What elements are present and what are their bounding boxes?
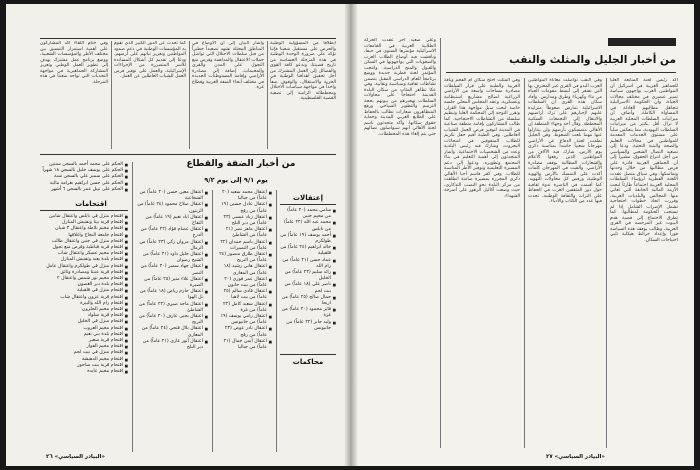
list-item: ■ اقتحام منزل في الخليل: [40, 319, 128, 325]
list-item: ■ الحكم على محمد أحمد بالسجن سنتين: [40, 162, 128, 168]
list-item: ■ اقتحام مخيم الدهيشة: [40, 357, 128, 363]
list-item: ■ اقتحام بلدة بني نعيم: [40, 332, 128, 338]
list-item: ■ اعتقال فادي سالم (٢٥ عاماً) من بيت لاهيا: [216, 289, 272, 301]
list-item: ■ اعتقال محمد سعيد (٢٠ عاماً) من جباليا: [216, 190, 272, 202]
page-headline: من أخبار الجليل والمثلث والنقب: [509, 54, 676, 66]
list-item: ■ اعتقال مروان زكي (٢٣ عاماً) من الرمال: [136, 240, 208, 252]
list-item: ■ اقتحام قرية بيت ساحور: [40, 363, 128, 369]
list-item: ■ اقتحام مخيم نور شمس واعتقال ٢: [40, 276, 128, 282]
column-divider: [132, 162, 133, 452]
list-item: ■ اعتقال بلال فتحي (٢٤ عاماً) من المغازي: [136, 326, 208, 338]
column-divider: [189, 41, 190, 149]
list-item: ■ اعتقال خليل داود (٢١ عاماً) من الشيخ رضوان: [136, 252, 208, 264]
box-rule: [280, 204, 336, 205]
list-item: ■ اقتحام قرية عزون واعتقال شاب: [40, 295, 128, 301]
arrests-title: إعتقالات: [293, 194, 323, 202]
list-item: ■ اعتقال ماجد صبري (٢٢ عاماً) من الشاطئ: [136, 302, 208, 314]
column-divider: [212, 190, 213, 452]
left-column-list-top: [40, 162, 128, 193]
list-item: ■ اقتحام منزل في قلقيلية: [40, 288, 128, 294]
article-column-1: انطلاقاً من المسؤولية الوطنية والحرص على مستقبل شعبنا فإننا نؤكد على ضرورة الوحدة الوطنية في هذه المرحلة الحساسة من تاريخ قضيتنا، وندعو كافة القوى والفصائل إلى العمل المشترك من أجل تحقيق أهدافنا الوطنية في الحرية والاستقلال، والوقوف صفاً واحداً في مواجهة سياسات الاحتلال ومخططاته الرامية إلى تصفية القضية الفلسطينية.: [270, 41, 336, 101]
list-item: ■ اعتقال طارق منصور (٢٤ عاماً) من البريج: [216, 252, 272, 264]
list-item: ■ خالد ابراهيم (٢٤ عاماً) من قلقيلية: [280, 245, 336, 257]
list-item: ■ ناصر علي (١٨ عاماً) من بيت لحم: [280, 282, 336, 294]
middle-list-right: [216, 190, 272, 351]
list-item: ■ اعتقال حازم رياض (١٨ عاماً) من تل الهوا: [136, 289, 208, 301]
list-item: ■ رائد سليم (٢٣ عاماً) من الخليل: [280, 270, 336, 282]
list-item: ■ اعتقال اياد نعيم (١٩ عاماً) من التفاح: [136, 215, 208, 227]
left-page-footer: «البيادر السياسي» ٢٦: [46, 454, 105, 460]
raids-title: اقتحامات: [75, 200, 107, 208]
list-item: ■ اقتحام مخيم عسكر واعتقال شاب: [40, 251, 128, 257]
list-item: ■ اعتقال زياد عيسى (٢٣ عاماً) من دير البلح: [216, 215, 272, 227]
list-item: ■ اعتقال نادر عوض (٢٣ عاماً) من رفح: [216, 326, 272, 338]
article-column-3: وفي المثلث احتج سكان أم الفحم وباقة الغربية والطيبة على قرار السلطات مصادرة مساحات واسعة من الأراضي الزراعية لصالح مشاريع استيطانية وعسكرية. وعقد المجلس المحلي جلسة خاصة لبحث سبل مواجهة هذا القرار، وتقرر التوجه إلى المحكمة العليا وتنظيم سلسلة من النشاطات الاحتجاجية. كما طالب المشاركون بإقامة منطقة صناعية في المدينة لتوفير فرص العمل للشباب العاطلين. وفي الطيبة أقيم حفل تكريم للطلاب المتفوقين في امتحانات البجروت، وشارك فيه رئيس البلدية وعدد من الشخصيات الاجتماعية. وأشار المتحدثون إلى أهمية التعليم في بناء المجتمع وتطويره، ودعوا إلى دعم المسيرة التعليمية وتوفير الأطر المناسبة للطلاب. وفي كفر قاسم أحيا الأهالي ذكرى المجزرة بمسيرة صامتة انطلقت من مركز البلدة نحو النصب التذكاري، حيث وضعت أكاليل الزهور على أضرحة الشهداء.: [444, 78, 520, 199]
list-item: ■ اقتحام قرية قباطية وفرض منع تجول: [40, 245, 128, 251]
column-divider: [606, 78, 607, 448]
list-item: ■ الحكم على سمير علي بالسجن سنة: [40, 174, 128, 180]
column-divider: [440, 38, 441, 448]
list-item: ■ اقتحام منزل في جنين واعتقال طالب: [40, 239, 128, 245]
list-item: ■ اعتقال عادل حسين (١٩ عاماً) من رفح: [216, 202, 272, 214]
list-item: ■ اعتقال رامي يوسف (١٩ عاماً) من خانيونس: [216, 314, 272, 326]
list-item: ■ اقتحام مخيم الفوار: [40, 344, 128, 350]
section-rule: [40, 154, 336, 155]
list-item: ■ اعتقال عصام فؤاد (٢٢ عاماً) من الدرج: [136, 227, 208, 239]
article-column-3: كما تحدث عن الدور الكبير الذي تقوم به المؤسسات الوطنية في دعم صمود المواطنين وتعزيز ثباتهم على أرضهم، ودعا إلى تقديم كل أشكال المساندة للأسر المتضررة من الإجراءات الإسرائيلية، والعمل على توفير فرص العمل للشباب العاطلين عن العمل.: [114, 41, 186, 79]
list-item: ■ اعتقال باسم حمدان (٢٢ عاماً) من النصيرات: [216, 240, 272, 252]
list-item: ■ اقتحام قرية بيتا وتفتيش المنازل: [40, 220, 128, 226]
list-item: ■ اقتحام بلدة دير الغصون: [40, 282, 128, 288]
list-item: ■ محمد عبد الله (٢٢ عاماً) من نابلس: [280, 220, 336, 232]
list-item: ■ اعتقال ماهر نصر (٢١ عاماً) من الشاطئ: [216, 227, 272, 239]
list-item: ■ الحكم على يوسف خليل بالسجن ١٨ شهراً: [40, 168, 128, 174]
column-divider: [267, 41, 268, 149]
article-column-2: وفي النقب تواصلت معاناة المواطنين العرب البدو في القرى غير المعترف بها التي تفتقر إلى أبسط مقومات الحياة من ماء وكهرباء وطرق ومدارس. وأفاد سكان هذه القرى أن السلطات الاسرائيلية تمارس ضغوطاً متزايدة عليهم لإجبارهم على ترك أراضيهم والانتقال إلى التجمعات السكنية المخططة. وقال أحد وجهاء المنطقة إن الأهالي متمسكون بأرضهم ولن يتنازلوا عنها مهما بلغت الضغوط. وفي الجليل نظمت لجنة الدفاع عن الأراضي مهرجاناً شعبياً حاشداً بمناسبة ذكرى يوم الأرض، شارك فيه الآلاف من المواطنين الذين رفعوا الأعلام والشعارات المطالبة بوقف مصادرة الأراضي. وألقيت في المهرجان كلمات أكدت على التمسك بالأرض والهوية الوطنية، ورفض كل محاولات التهويد. كما أقيمت في الناصرة ندوة ثقافية حول دور المثقفين العرب في الحفاظ على التراث والثقافة الوطنية، تحدث فيها عدد من الكتاب والأدباء.: [528, 78, 602, 204]
article-column-4: وفي ختام اللقاء أكد المشاركون على أهمية استمرار التنسيق بين مختلف الأطر والمؤسسات الشعبية، ووضع برنامج عمل مشترك يهدف إلى تطوير العمل الوطني وتعزيز المشاركة الجماهيرية في مواجهة التحديات التي تواجه شعبنا في هذه المرحلة.: [40, 41, 108, 85]
list-item: ■ اقتحام رام الله والبيرة: [40, 301, 128, 307]
column-divider: [276, 190, 277, 452]
list-item: ■ اقتحام مخيم عايدة: [40, 369, 128, 375]
list-item: ■ جمال صالح (٢٥ عاماً) من اريحا: [280, 295, 336, 307]
list-item: ■ عماد حسن (٢١ عاماً) من رام الله: [280, 258, 336, 270]
list-item: ■ اعتقال أنور غازي (٢١ عاماً) من دير البلح: [136, 339, 208, 351]
article-column-4: وعلى صعيد آخر عقدت الحركة الطلابية العربية في الجامعات الاسرائيلية مؤتمرها السنوي في حيفا، وناقشت فيه أوضاع الطلاب العرب والصعوبات التي يواجهونها في السكن والقبول والمنح الدراسية. وانتخب المؤتمر لجنة قطرية جديدة ووضع برنامجاً للعام الدراسي المقبل يتضمن نشاطات ثقافية وسياسية ونقابية. وفي عكا تظاهر المئات من سكان البلدة القديمة احتجاجاً على محاولات السلطات تهجيرهم من بيوتهم بحجة الترميم والتطوير السياحي. ورفع المتظاهرون شعارات تطالب بالحفاظ على الطابع العربي للمدينة وحماية حقوق سكانها. وأكد متحدثون باسم لجنة الأهالي أنهم سيواصلون نضالهم حتى يتم إلغاء هذه المخططات.: [364, 38, 436, 137]
left-page: [6, 4, 350, 466]
list-item: ■ سامي محمد (٢٠ عاماً) من مخيم جنين: [280, 208, 336, 220]
list-item: ■ اعتقال هاني رشيد (١٨ عاماً) من المغازي: [216, 264, 272, 276]
top-rule: [40, 38, 336, 39]
list-item: ■ اقتحام مخيم العروب: [40, 326, 128, 332]
list-item: ■ اقتحام مخيم بلاطة واعتقال ٣ شبان: [40, 226, 128, 232]
list-item: ■ اعتقال جهاد سمير (٢٠ عاماً) من النصر: [136, 264, 208, 276]
list-item: ■ اعتقال عمر فوزي (٢٠ عاماً) من بيت حانون: [216, 277, 272, 289]
article-column-1: أكد رئيس لجنة المتابعة العليا للجماهير العربية في اسرائيل أن المواطنين العرب يواجهون سياسة تمييز عنصري في مختلف مجالات الحياة، وأن الحكومة الاسرائيلية تتجاهل مطالبهم العادلة في المساواة الكاملة. وأضاف أن ميزانيات السلطات المحلية العربية لا تزال أقل بكثير من ميزانيات السلطات اليهودية، مما ينعكس سلباً على مستوى الخدمات المقدمة للمواطنين في مجالات التعليم والصحة والبنية التحتية. ودعا إلى تصعيد النضال الشعبي والسياسي من أجل انتزاع الحقوق، مشيراً إلى أن الجماهير العربية قادرة على فرض مطالبها من خلال وحدتها وتماسكها. وفي سياق متصل عقدت اللجنة القطرية لرؤساء السلطات المحلية العربية اجتماعاً طارئاً لبحث الأزمة المالية الخانقة التي تعاني منها المجالس والبلديات العربية، وقررت اتخاذ خطوات احتجاجية تشمل الإضراب الشامل إذا لم تستجب الحكومة لمطالبها. كما تطرق الاجتماع إلى قضية هدم البيوت غير المرخصة في القرى العربية، وطالب بوقف هذه السياسة فوراً وإعداد خرائط هيكلية تلبي احتياجات السكان.: [610, 78, 678, 243]
list-item: ■ الحكم على حسن ابراهيم بغرامة مالية: [40, 181, 128, 187]
list-item: ■ اقتحام قرية سعير: [40, 338, 128, 344]
magazine-spread: [6, 4, 694, 466]
box-rule: [40, 210, 128, 211]
list-item: ■ أحمد يوسف (١٩ عاماً) من طولكرم: [280, 233, 336, 245]
list-item: ■ اقتحام مخيم الجلزون: [40, 307, 128, 313]
list-item: ■ اقتحام منزل في نابلس واعتقال شابين: [40, 214, 128, 220]
column-divider: [111, 41, 112, 149]
list-item: ■ اقتحام قرية عنبتا ومصادرة وثائق: [40, 270, 128, 276]
arrests-list: [280, 208, 336, 332]
list-item: ■ فايز محمود (٢٠ عاماً) من غزة: [280, 307, 336, 319]
list-item: ■ وليد جابر (٢٢ عاماً) من خانيونس: [280, 320, 336, 332]
list-item: ■ اقتحام منزل في طولكرم واعتقال عامل: [40, 264, 128, 270]
list-item: ■ اقتحام بلدة يعبد وتفتيش المنازل: [40, 257, 128, 263]
column-divider: [524, 78, 525, 448]
list-item: ■ اقتحام جامعة النجاح واغلاقها: [40, 233, 128, 239]
raids-list: [40, 214, 128, 375]
header-bar: [608, 38, 676, 46]
article-column-2: وأشار البيان إلى أن الأوضاع في المناطق المحتلة تشهد تصعيداً خطيراً من قبل سلطات الاحتلال التي تواصل حملات الاعتقال والمداهمة وفرض منع التجول على المدن والقرى والمخيمات، إضافة إلى مصادرة الأراضي وإقامة المستوطنات الجديدة في مختلف أنحاء الضفة الغربية وقطاع غزة.: [192, 41, 264, 90]
trials-title: محاكمات: [292, 358, 324, 366]
list-item: ■ اعتقال علاء منير (٢٥ عاماً) من الصبرة: [136, 277, 208, 289]
middle-list-left: [136, 190, 208, 351]
page-gutter: [344, 4, 358, 466]
list-item: ■ اقتحام منزل في بيت لحم: [40, 350, 128, 356]
headline-underline: [446, 72, 676, 73]
list-item: ■ اعتقال يحيى عارف (٢٠ عاماً) من البريج: [136, 314, 208, 326]
list-item: ■ الحكم على نبيل عمر بالسجن ٦ أشهر: [40, 187, 128, 193]
list-item: ■ اعتقال سعيد كامل (٢٢ عاماً) من غزة: [216, 302, 272, 314]
list-item: ■ اعتقال صلاح محمود (٢٤ عاماً) من الزيتون: [136, 202, 208, 214]
list-item: ■ اعتقال أيمن جمال (٢١ عاماً) من جباليا: [216, 339, 272, 351]
section-title: من أخبار الضفة والقطاع: [186, 159, 296, 169]
right-page-footer: «البيادر السياسي» ٢٧: [546, 454, 605, 460]
box-rule: [280, 354, 336, 355]
list-item: ■ اعتقال معين حسن (٢٠ عاماً) من الشجاعية: [136, 190, 208, 202]
right-page: [350, 4, 694, 466]
date-range: يوم ٩/١ إلى يوم ٩/٢: [204, 176, 268, 184]
list-item: ■ اقتحام قرية سلواد: [40, 313, 128, 319]
